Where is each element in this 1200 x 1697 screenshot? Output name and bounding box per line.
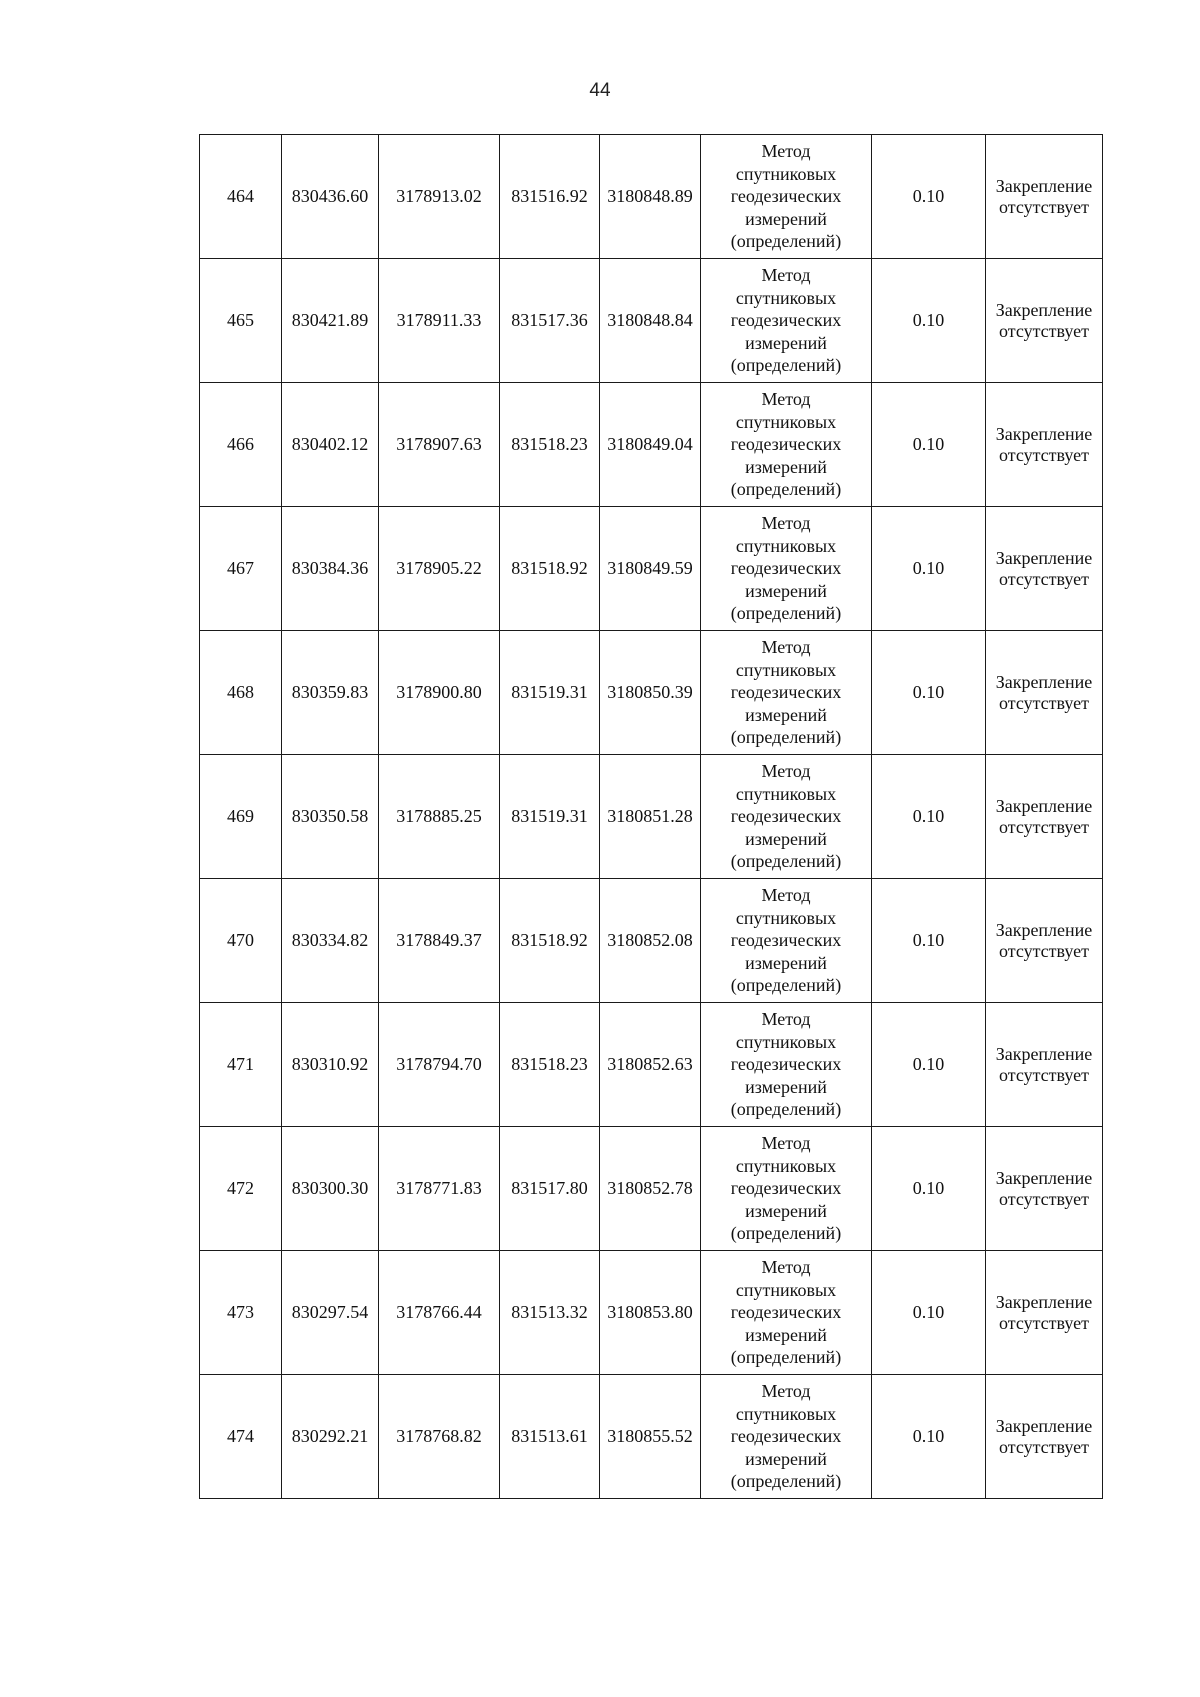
method-line: измерений [745,952,827,973]
method-line: геодезических [730,682,842,703]
method-line: Метод [761,1009,811,1030]
fixation-cell [986,259,1103,383]
y1-coordinate-cell: 3178766.44 [379,1251,500,1375]
x2-coordinate-cell: 831517.80 [500,1127,600,1251]
y1-coordinate-cell: 3178900.80 [379,631,500,755]
table-row [200,1003,1103,1127]
method-line: (определений) [730,975,842,996]
fixation-line: Закрепление [995,919,1093,940]
method-line: спутниковых [735,411,837,432]
y2-coordinate-cell: 3180855.52 [600,1375,701,1499]
point-number-cell: 470 [200,879,282,1003]
y2-coordinate-cell: 3180853.80 [600,1251,701,1375]
point-number-cell: 464 [200,135,282,259]
table-row [200,879,1103,1003]
fixation-line: отсутствует [998,1188,1090,1209]
point-number-cell: 473 [200,1251,282,1375]
x1-coordinate-cell: 830350.58 [282,755,379,879]
y1-coordinate-cell: 3178794.70 [379,1003,500,1127]
fixation-line: Закрепление [995,175,1093,196]
fixation-cell [986,631,1103,755]
method-line: (определений) [730,1099,842,1120]
fixation-line: отсутствует [998,1064,1090,1085]
method-line: (определений) [730,1347,842,1368]
x2-coordinate-cell: 831517.36 [500,259,600,383]
x2-coordinate-cell: 831513.32 [500,1251,600,1375]
fixation-line: отсутствует [998,568,1090,589]
table-row [200,507,1103,631]
x2-coordinate-cell: 831513.61 [500,1375,600,1499]
fixation-line: отсутствует [998,320,1090,341]
method-line: Метод [761,885,811,906]
method-line: геодезических [730,434,842,455]
method-line: спутниковых [735,163,837,184]
accuracy-cell: 0.10 [872,879,986,1003]
fixation-line: Закрепление [995,547,1093,568]
method-line: геодезических [730,310,842,331]
y2-coordinate-cell: 3180848.89 [600,135,701,259]
method-line: измерений [745,1076,827,1097]
point-number-cell: 469 [200,755,282,879]
method-line: (определений) [730,603,842,624]
fixation-cell [986,135,1103,259]
method-line: Метод [761,265,811,286]
method-cell [701,259,872,383]
y2-coordinate-cell: 3180849.04 [600,383,701,507]
fixation-line: отсутствует [998,1436,1090,1457]
fixation-line: Закрепление [995,1291,1093,1312]
method-line: Метод [761,761,811,782]
table-row [200,1127,1103,1251]
method-line: измерений [745,1324,827,1345]
point-number-cell: 466 [200,383,282,507]
method-line: измерений [745,580,827,601]
method-line: геодезических [730,1302,842,1323]
method-cell [701,755,872,879]
method-line: Метод [761,141,811,162]
y2-coordinate-cell: 3180850.39 [600,631,701,755]
table-row [200,631,1103,755]
fixation-line: Закрепление [995,1043,1093,1064]
x1-coordinate-cell: 830384.36 [282,507,379,631]
x2-coordinate-cell: 831516.92 [500,135,600,259]
y2-coordinate-cell: 3180851.28 [600,755,701,879]
method-line: (определений) [730,1471,842,1492]
fixation-cell [986,507,1103,631]
method-line: спутниковых [735,1155,837,1176]
fixation-cell [986,1375,1103,1499]
accuracy-cell: 0.10 [872,259,986,383]
method-line: спутниковых [735,907,837,928]
method-line: геодезических [730,806,842,827]
method-line: измерений [745,1448,827,1469]
method-cell [701,631,872,755]
method-line: Метод [761,1257,811,1278]
x1-coordinate-cell: 830334.82 [282,879,379,1003]
fixation-line: отсутствует [998,816,1090,837]
method-line: (определений) [730,1223,842,1244]
method-line: (определений) [730,355,842,376]
fixation-cell [986,879,1103,1003]
fixation-line: Закрепление [995,795,1093,816]
fixation-line: отсутствует [998,692,1090,713]
method-line: спутниковых [735,1403,837,1424]
fixation-line: отсутствует [998,444,1090,465]
fixation-cell [986,1003,1103,1127]
method-line: спутниковых [735,783,837,804]
method-line: Метод [761,637,811,658]
point-number-cell: 474 [200,1375,282,1499]
accuracy-cell: 0.10 [872,1127,986,1251]
method-cell [701,383,872,507]
method-line: измерений [745,1200,827,1221]
fixation-line: Закрепление [995,423,1093,444]
method-line: спутниковых [735,1279,837,1300]
x2-coordinate-cell: 831518.23 [500,383,600,507]
fixation-cell [986,1251,1103,1375]
method-line: спутниковых [735,287,837,308]
fixation-cell [986,383,1103,507]
method-cell [701,1127,872,1251]
y1-coordinate-cell: 3178768.82 [379,1375,500,1499]
x1-coordinate-cell: 830402.12 [282,383,379,507]
method-line: измерений [745,208,827,229]
accuracy-cell: 0.10 [872,383,986,507]
method-line: геодезических [730,1054,842,1075]
accuracy-cell: 0.10 [872,507,986,631]
x1-coordinate-cell: 830297.54 [282,1251,379,1375]
method-line: геодезических [730,1178,842,1199]
y1-coordinate-cell: 3178849.37 [379,879,500,1003]
method-cell [701,1003,872,1127]
table-body [200,135,1103,1499]
method-line: измерений [745,828,827,849]
method-line: Метод [761,389,811,410]
x1-coordinate-cell: 830300.30 [282,1127,379,1251]
fixation-line: Закрепление [995,1415,1093,1436]
page-number: 44 [589,80,611,101]
fixation-line: отсутствует [998,940,1090,961]
x2-coordinate-cell: 831519.31 [500,755,600,879]
x1-coordinate-cell: 830310.92 [282,1003,379,1127]
accuracy-cell: 0.10 [872,755,986,879]
method-line: Метод [761,1381,811,1402]
x1-coordinate-cell: 830421.89 [282,259,379,383]
accuracy-cell: 0.10 [872,1003,986,1127]
method-line: геодезических [730,558,842,579]
method-cell [701,1375,872,1499]
accuracy-cell: 0.10 [872,631,986,755]
method-line: Метод [761,513,811,534]
fixation-line: Закрепление [995,1167,1093,1188]
method-line: геодезических [730,930,842,951]
x2-coordinate-cell: 831518.92 [500,879,600,1003]
point-number-cell: 472 [200,1127,282,1251]
table-row [200,1375,1103,1499]
method-line: спутниковых [735,535,837,556]
table-row [200,383,1103,507]
fixation-line: отсутствует [998,1312,1090,1333]
point-number-cell: 465 [200,259,282,383]
method-line: (определений) [730,231,842,252]
y2-coordinate-cell: 3180852.78 [600,1127,701,1251]
table-row [200,259,1103,383]
method-line: измерений [745,456,827,477]
method-cell [701,1251,872,1375]
x2-coordinate-cell: 831518.92 [500,507,600,631]
fixation-line: отсутствует [998,196,1090,217]
fixation-cell [986,1127,1103,1251]
method-cell [701,879,872,1003]
point-number-cell: 467 [200,507,282,631]
y2-coordinate-cell: 3180848.84 [600,259,701,383]
point-number-cell: 471 [200,1003,282,1127]
coordinates-table [199,134,1103,1499]
x1-coordinate-cell: 830359.83 [282,631,379,755]
method-line: (определений) [730,851,842,872]
y1-coordinate-cell: 3178885.25 [379,755,500,879]
fixation-line: Закрепление [995,299,1093,320]
y2-coordinate-cell: 3180852.63 [600,1003,701,1127]
fixation-cell [986,755,1103,879]
table-row [200,135,1103,259]
y1-coordinate-cell: 3178913.02 [379,135,500,259]
y1-coordinate-cell: 3178905.22 [379,507,500,631]
method-line: (определений) [730,727,842,748]
y1-coordinate-cell: 3178911.33 [379,259,500,383]
x1-coordinate-cell: 830436.60 [282,135,379,259]
method-line: спутниковых [735,1031,837,1052]
method-cell [701,507,872,631]
table-row [200,755,1103,879]
method-line: геодезических [730,186,842,207]
method-cell [701,135,872,259]
accuracy-cell: 0.10 [872,1251,986,1375]
fixation-line: Закрепление [995,671,1093,692]
y2-coordinate-cell: 3180849.59 [600,507,701,631]
table-row [200,1251,1103,1375]
x2-coordinate-cell: 831519.31 [500,631,600,755]
y1-coordinate-cell: 3178907.63 [379,383,500,507]
x2-coordinate-cell: 831518.23 [500,1003,600,1127]
method-line: спутниковых [735,659,837,680]
method-line: (определений) [730,479,842,500]
x1-coordinate-cell: 830292.21 [282,1375,379,1499]
y2-coordinate-cell: 3180852.08 [600,879,701,1003]
method-line: измерений [745,332,827,353]
accuracy-cell: 0.10 [872,1375,986,1499]
method-line: геодезических [730,1426,842,1447]
point-number-cell: 468 [200,631,282,755]
y1-coordinate-cell: 3178771.83 [379,1127,500,1251]
method-line: Метод [761,1133,811,1154]
accuracy-cell: 0.10 [872,135,986,259]
method-line: измерений [745,704,827,725]
